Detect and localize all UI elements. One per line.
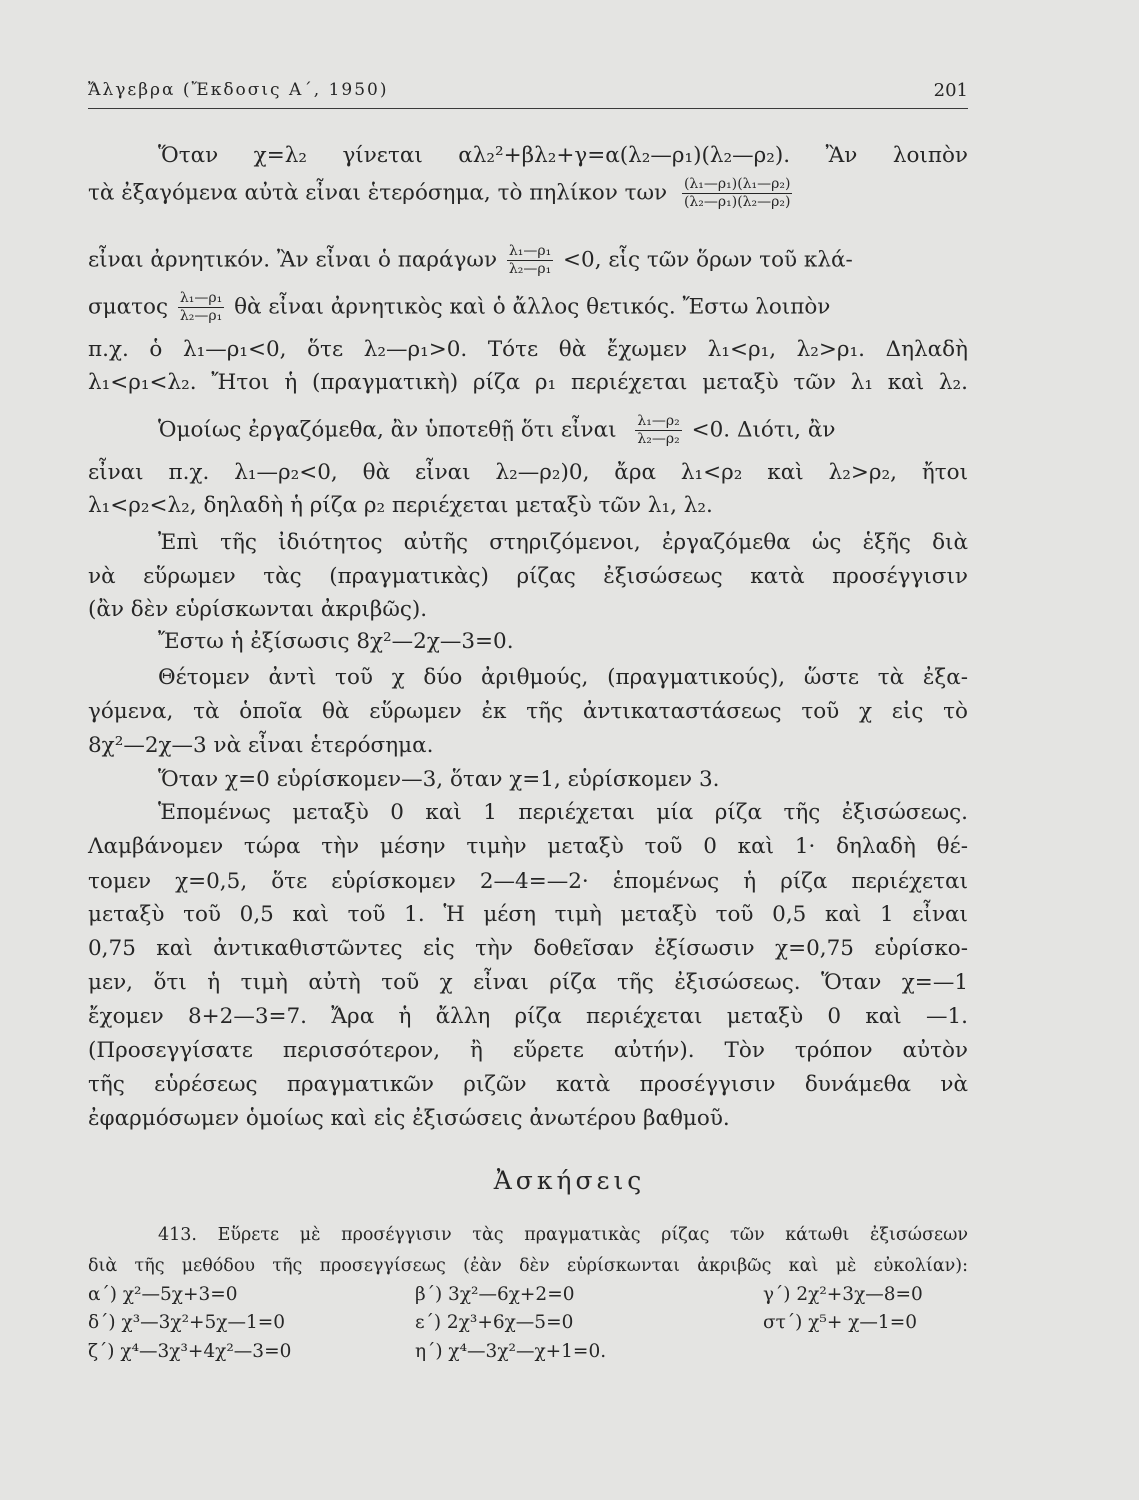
text-line: Ἑπομένως μεταξὺ 0 καὶ 1 περιέχεται μία ρίζα τῆς ἐξισώσεως. (158, 800, 968, 825)
exercise-equation: α΄) χ²—5χ+3=0 (88, 1284, 238, 1305)
fraction-numerator: λ₁—ρ₂ (637, 413, 680, 429)
exercise-intro-line: 413. Εὕρετε μὲ προσέγγισιν τὰς πραγματικὰς ρίζας τῶν κάτωθι ἐξισώσεων (158, 1225, 968, 1245)
text-line: Λαμβάνομεν τώρα τὴν μέσην τιμὴν μεταξὺ τοῦ 0 καὶ 1· δηλαδὴ θέ- (88, 834, 968, 859)
exercise-equation: στ΄) χ⁵+ χ—1=0 (763, 1312, 917, 1333)
fraction-denominator: λ₂—ρ₁ (179, 308, 223, 324)
text-line: ἐφαρμόσωμεν ὁμοίως καὶ εἰς ἐξισώσεις ἀνωτέρου βαθμοῦ. (88, 1106, 730, 1131)
fraction-numerator: λ₁—ρ₁ (508, 243, 552, 259)
text-line: μεταξὺ τοῦ 0,5 καὶ τοῦ 1. Ἡ μέση τιμὴ μεταξὺ τοῦ 0,5 καὶ 1 εἶναι (88, 902, 968, 927)
text-line: π.χ. ὁ λ₁—ρ₁<0, ὅτε λ₂—ρ₁>0. Τότε θὰ ἔχωμεν λ₁<ρ₁, λ₂>ρ₁. Δηλαδὴ (88, 337, 968, 362)
page-number: 201 (933, 80, 968, 101)
text-line: ἔχομεν 8+2—3=7. Ἄρα ἡ ἄλλη ρίζα περιέχεται μεταξὺ 0 καὶ —1. (88, 1004, 968, 1029)
text-span: <0. Διότι, ἂν (691, 417, 836, 443)
header-title: Ἄλγεβρα (Ἔκδοσις Α΄, 1950) (88, 80, 389, 100)
fraction (682, 176, 793, 211)
text-line: (Προσεγγίσατε περισσότερον, ἢ εὕρετε αὐτήν). Τὸν τρόπον αὐτὸν (88, 1038, 968, 1063)
text-line (158, 413, 835, 448)
text-line: Ὅταν χ=λ₂ γίνεται αλ₂²+βλ₂+γ=α(λ₂—ρ₁)(λ₂—ρ₂). Ἂν λοιπὸν (158, 143, 968, 168)
text-line (88, 243, 853, 278)
text-line (88, 290, 830, 325)
fraction-numerator: λ₁—ρ₁ (179, 290, 223, 306)
text-line: εἶναι π.χ. λ₁—ρ₂<0, θὰ εἶναι λ₂—ρ₂)0, ἄρα λ₁<ρ₂ καὶ λ₂>ρ₂, ἤτοι (88, 460, 968, 485)
text-line: λ₁<ρ₁<λ₂. Ἤτοι ἡ (πραγματικὴ) ρίζα ρ₁ περιέχεται μεταξὺ τῶν λ₁ καὶ λ₂. (88, 370, 968, 395)
text-line: 0,75 καὶ ἀντικαθιστῶντες εἰς τὴν δοθεῖσαν ἐξίσωσιν χ=0,75 εὑρίσκο- (88, 936, 968, 961)
fraction-denominator: (λ₂—ρ₁)(λ₂—ρ₂) (683, 194, 791, 210)
text-line: γόμενα, τὰ ὁποῖα θὰ εὕρωμεν ἐκ τῆς ἀντικαταστάσεως τοῦ χ εἰς τὸ (88, 699, 968, 724)
text-line: Ἔστω ἡ ἐξίσωσις 8χ²—2χ—3=0. (158, 629, 514, 654)
exercise-equation: γ΄) 2χ²+3χ—8=0 (763, 1284, 923, 1305)
running-header (88, 78, 968, 109)
fraction-numerator: (λ₁—ρ₁)(λ₁—ρ₂) (683, 176, 791, 192)
text-line: τῆς εὑρέσεως πραγματικῶν ριζῶν κατὰ προσέγγισιν δυνάμεθα νὰ (88, 1072, 968, 1097)
text-span: θὰ εἶναι ἀρνητικὸς καὶ ὁ ἄλλος θετικός. Ἔστω λοιπὸν (234, 294, 831, 320)
text-line: 8χ²—2χ—3 νὰ εἶναι ἑτερόσημα. (88, 733, 434, 758)
exercise-equation: β΄) 3χ²—6χ+2=0 (415, 1284, 575, 1305)
text-line: Ἐπὶ τῆς ἰδιότητος αὐτῆς στηριζόμενοι, ἐργαζόμεθα ὡς ἑξῆς διὰ (158, 530, 968, 555)
text-line: μεν, ὅτι ἡ τιμὴ αὐτὴ τοῦ χ εἶναι ρίζα τῆς ἐξισώσεως. Ὅταν χ=—1 (88, 970, 968, 995)
text-span: σματος (88, 294, 169, 320)
exercise-equation: ζ΄) χ⁴—3χ³+4χ²—3=0 (88, 1341, 292, 1362)
fraction-denominator: λ₂—ρ₂ (637, 431, 680, 447)
text-line: Θέτομεν ἀντὶ τοῦ χ δύο ἀριθμούς, (πραγματικούς), ὥστε τὰ ἐξα- (158, 665, 968, 690)
text-line: (ἂν δὲν εὑρίσκωνται ἀκριβῶς). (88, 597, 428, 622)
text-line: λ₁<ρ₂<λ₂, δηλαδὴ ἡ ρίζα ρ₂ περιέχεται μεταξὺ τῶν λ₁, λ₂. (88, 493, 713, 518)
text-span: Ὁμοίως ἐργαζόμεθα, ἂν ὑποτεθῇ ὅτι εἶναι (158, 417, 617, 443)
exercise-equation: δ΄) χ³—3χ²+5χ—1=0 (88, 1312, 286, 1333)
exercise-equation: ε΄) 2χ³+6χ—5=0 (415, 1312, 574, 1333)
fraction (635, 413, 681, 448)
section-title: Ἀσκήσεις (493, 1166, 646, 1195)
exercise-intro-line: διὰ τῆς μεθόδου τῆς προσεγγίσεως (ἐὰν δὲν εὑρίσκωνται ἀκριβῶς καὶ μὲ εὐκολίαν): (88, 1256, 968, 1276)
fraction (178, 290, 224, 325)
text-span: εἶναι ἀρνητικόν. Ἂν εἶναι ὁ παράγων (88, 247, 498, 273)
fraction (507, 243, 553, 278)
fraction-denominator: λ₂—ρ₁ (508, 261, 552, 277)
text-line: νὰ εὕρωμεν τὰς (πραγματικὰς) ρίζας ἐξισώσεως κατὰ προσέγγισιν (88, 564, 968, 589)
text-line (88, 176, 795, 211)
text-span: τὰ ἐξαγόμενα αὐτὰ εἶναι ἑτερόσημα, τὸ πηλίκον των (88, 180, 668, 206)
text-line: Ὅταν χ=0 εὑρίσκομεν—3, ὅταν χ=1, εὑρίσκομεν 3. (158, 767, 720, 792)
text-line: τομεν χ=0,5, ὅτε εὑρίσκομεν 2—4=—2· ἑπομένως ἡ ρίζα περιέχεται (88, 869, 968, 894)
text-span: <0, εἷς τῶν ὅρων τοῦ κλά- (563, 247, 853, 273)
exercise-equation: η΄) χ⁴—3χ²—χ+1=0. (415, 1341, 607, 1362)
